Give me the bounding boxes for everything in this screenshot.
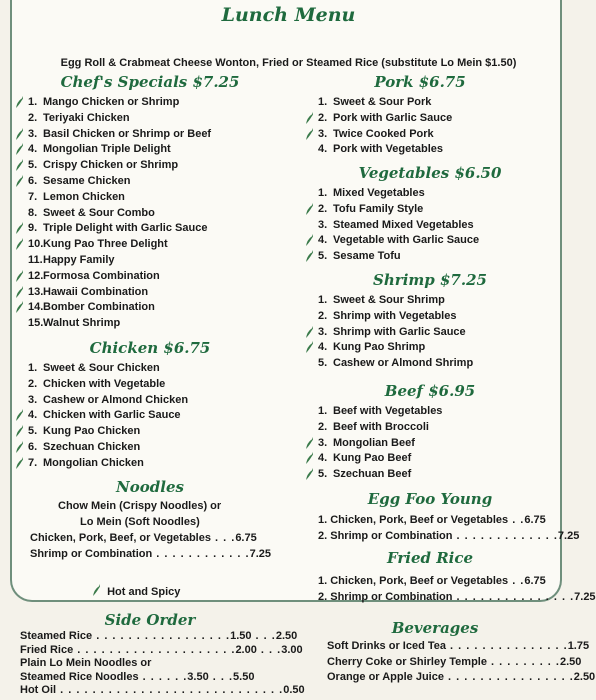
item-name: Twice Cooked Pork <box>333 127 434 140</box>
item-name: Kung Pao Shrimp <box>333 341 426 354</box>
price: 6.75 <box>235 532 257 544</box>
vegetables-list <box>318 186 479 265</box>
item-number: 4. <box>318 452 328 465</box>
item-number: 1. <box>318 187 328 199</box>
hot-pepper-icon <box>15 301 25 314</box>
hot-pepper-icon <box>15 425 25 438</box>
section-heading-shrimp: Shrimp $7.25 <box>373 271 487 289</box>
menu-item <box>318 218 479 234</box>
menu-item <box>318 127 452 143</box>
item-name: Kung Pao Beef <box>333 452 412 465</box>
item-number: 3. <box>28 393 38 406</box>
item-name: Cashew or Almond Chicken <box>43 393 189 406</box>
hot-pepper-icon <box>15 128 25 141</box>
item-number: 2. <box>318 420 328 433</box>
price-row-name: Steamed Rice <box>20 630 93 642</box>
chefs-specials-list <box>28 95 211 332</box>
price-large: 0.50 <box>283 684 305 697</box>
item-number: 3. <box>318 436 328 449</box>
menu-item <box>28 424 188 440</box>
section-heading-vegetables: Vegetables $6.50 <box>358 164 502 182</box>
hot-pepper-icon <box>15 159 25 172</box>
noodles-description-line-1: Chow Mein (Crispy Noodles) or <box>58 500 222 512</box>
hot-pepper-icon <box>15 222 25 235</box>
hot-pepper-icon <box>305 250 315 263</box>
section-heading-beef: Beef $6.95 <box>384 382 476 400</box>
price-row <box>318 514 546 526</box>
item-name: Mongolian Chicken <box>43 456 144 469</box>
item-name: Chicken with Garlic Sauce <box>43 409 181 422</box>
menu-item <box>28 456 188 472</box>
price-row-dots: . . <box>508 514 525 526</box>
menu-item <box>28 158 211 174</box>
item-number: 13. <box>28 285 44 298</box>
item-name: Tofu Family Style <box>333 202 424 215</box>
chicken-list <box>28 361 188 472</box>
price-large: 5.50 <box>233 670 255 683</box>
price-row <box>20 671 254 683</box>
section-heading-noodles: Noodles <box>116 478 184 496</box>
item-name: Kung Pao Chicken <box>43 425 141 438</box>
item-number: 4. <box>28 409 38 422</box>
item-name: Basil Chicken or Shrimp or Beef <box>43 127 212 140</box>
hot-pepper-icon <box>15 143 25 156</box>
price-row-name: Chicken, Pork, Beef, or Vegetables <box>30 532 211 544</box>
menu-item <box>318 467 442 483</box>
price-row <box>20 657 151 669</box>
price: 6.75 <box>524 514 546 526</box>
menu-item <box>318 436 442 452</box>
item-name: Szechuan Chicken <box>43 440 141 453</box>
section-heading-egg-foo-young: Egg Foo Young <box>367 490 493 508</box>
price-row-dots: . . . . . . . . . . . . . . . <box>446 640 568 652</box>
price-row-dots: . . . . . . . . . . . . . . . . <box>443 671 574 683</box>
price-row-name: Soft Drinks or Iced Tea <box>327 640 446 652</box>
item-number: 2. <box>318 309 328 322</box>
shrimp-list <box>318 293 473 372</box>
price: 2.50 <box>559 655 582 668</box>
menu-item <box>318 186 479 202</box>
item-number: 1. <box>28 96 38 108</box>
item-number: 1. <box>318 405 328 417</box>
item-name: Chicken with Vegetable <box>43 377 166 390</box>
item-number: 3. <box>28 127 38 140</box>
menu-item <box>28 174 211 190</box>
item-number: 2. <box>28 377 38 390</box>
item-number: 5. <box>318 468 328 481</box>
price-row-name: Plain Lo Mein Noodles or <box>20 657 152 670</box>
menu-item <box>318 111 452 127</box>
price-row <box>327 656 581 668</box>
menu-item <box>318 142 452 158</box>
section-heading-side-order: Side Order <box>104 611 196 629</box>
item-number: 5. <box>318 357 328 370</box>
item-name: Mango Chicken or Shrimp <box>43 96 180 108</box>
hot-pepper-icon <box>305 128 315 141</box>
hot-pepper-icon <box>305 341 315 354</box>
menu-item <box>28 408 188 424</box>
menu-item <box>28 190 211 206</box>
item-name: Beef with Vegetables <box>333 405 443 417</box>
hot-pepper-icon <box>305 234 315 247</box>
item-name: Walnut Shrimp <box>43 317 121 330</box>
item-name: Kung Pao Three Delight <box>43 238 168 251</box>
menu-title: Lunch Menu <box>221 4 356 26</box>
menu-item <box>318 309 473 325</box>
pork-list <box>318 95 452 158</box>
price-row-dots: . . <box>508 575 525 587</box>
menu-item <box>28 221 211 237</box>
price-small: 1.50 <box>230 630 252 642</box>
item-name: Sweet & Sour Shrimp <box>333 294 445 306</box>
price-row <box>318 530 579 542</box>
menu-item <box>28 127 211 143</box>
price-row-name: 1. Chicken, Pork, Beef or Vegetables <box>318 575 509 587</box>
menu-item <box>28 393 188 409</box>
hot-pepper-icon <box>15 441 25 454</box>
item-name: Formosa Combination <box>43 269 160 282</box>
item-name: Sweet & Sour Pork <box>333 96 432 108</box>
menu-item <box>28 269 211 285</box>
item-name: Hawaii Combination <box>43 285 149 298</box>
item-number: 3. <box>318 218 328 231</box>
price-small: 3.50 <box>187 670 209 683</box>
item-name: Crispy Chicken or Shrimp <box>43 159 179 172</box>
price-row-dots: . . . . . . . . . . . . . <box>452 530 558 542</box>
price-row-name: Hot Oil <box>20 684 57 697</box>
item-name: Pork with Garlic Sauce <box>333 111 453 124</box>
menu-item <box>28 361 188 377</box>
menu-item <box>318 340 473 356</box>
price: 7.25 <box>557 530 580 542</box>
spicy-legend <box>92 582 180 598</box>
item-name: Mongolian Triple Delight <box>43 143 171 156</box>
item-number: 1. <box>318 96 328 108</box>
section-heading-pork: Pork $6.75 <box>374 73 466 91</box>
price-row-name: 1. Chicken, Pork, Beef or Vegetables <box>318 514 509 526</box>
menu-item <box>28 206 211 222</box>
price-row <box>30 532 257 544</box>
item-name: Sweet & Sour Combo <box>43 206 155 219</box>
item-name: Vegetable with Garlic Sauce <box>333 234 480 247</box>
item-number: 7. <box>28 190 38 203</box>
hot-pepper-icon <box>15 457 25 470</box>
item-name: Mongolian Beef <box>333 436 415 449</box>
price-row-dots: . . . . . . . . . <box>486 655 560 668</box>
item-number: 7. <box>28 456 38 469</box>
price-row-dots: . . . . . . . . . . . . . . . . . . . . . . . . . . . . <box>56 684 284 697</box>
item-name: Sesame Chicken <box>43 174 131 187</box>
item-number: 10. <box>28 238 44 251</box>
hot-pepper-icon <box>305 326 315 339</box>
item-number: 3. <box>318 127 328 140</box>
section-heading-fried-rice: Fried Rice <box>386 549 474 567</box>
price-row-name: Steamed Rice Noodles <box>20 670 139 683</box>
price-row-name: Orange or Apple Juice <box>327 671 444 683</box>
price: 7.25 <box>249 548 272 560</box>
price-large: 3.00 <box>281 643 303 656</box>
hot-pepper-icon <box>305 468 315 481</box>
item-number: 2. <box>318 111 328 124</box>
price-row-dots: . . . <box>210 532 236 544</box>
menu-item <box>28 440 188 456</box>
price-row <box>327 671 595 683</box>
menu-item <box>28 285 211 301</box>
item-name: Sweet & Sour Chicken <box>43 362 160 374</box>
price-row-dots: . . . . . . . . . . . . . . . <box>452 591 575 603</box>
hot-pepper-icon <box>305 112 315 125</box>
menu-item <box>318 451 442 467</box>
menu-item <box>318 420 442 436</box>
price-separator-dots: . . . <box>251 630 276 642</box>
menu-item <box>28 142 211 158</box>
item-number: 2. <box>28 111 38 124</box>
item-name: Mixed Vegetables <box>333 187 425 199</box>
price-row <box>318 591 596 603</box>
item-number: 9. <box>28 222 38 235</box>
item-name: Shrimp with Garlic Sauce <box>333 325 466 338</box>
item-number: 5. <box>28 425 38 438</box>
item-number: 5. <box>318 250 328 263</box>
price-row-dots: . . . . . . . . . . . . . . . . . . . . <box>73 643 236 656</box>
item-number: 6. <box>28 440 38 453</box>
price-row <box>30 548 271 560</box>
item-name: Cashew or Almond Shrimp <box>333 357 474 370</box>
item-number: 1. <box>28 362 38 374</box>
price-large: 2.50 <box>275 630 298 642</box>
price-row <box>20 644 303 656</box>
item-name: Lemon Chicken <box>43 190 125 203</box>
price: 6.75 <box>524 575 546 587</box>
price-row-name: Cherry Coke or Shirley Temple <box>327 655 487 668</box>
price: 1.75 <box>567 640 590 652</box>
item-name: Teriyaki Chicken <box>43 111 130 124</box>
item-number: 11. <box>28 253 43 266</box>
beef-list <box>318 404 442 483</box>
item-name: Shrimp with Vegetables <box>333 309 457 322</box>
spicy-legend-label: Hot and Spicy <box>107 586 181 598</box>
menu-item <box>318 95 452 111</box>
item-number: 4. <box>28 143 38 156</box>
menu-item <box>318 356 473 372</box>
hot-pepper-icon <box>15 409 25 422</box>
section-heading-chefs-specials: Chef's Specials $7.25 <box>60 73 240 91</box>
menu-item <box>318 233 479 249</box>
menu-item <box>318 404 442 420</box>
hot-pepper-icon <box>15 286 25 299</box>
menu-item <box>318 249 479 265</box>
section-heading-beverages: Beverages <box>391 619 479 637</box>
price-row-name: 2. Shrimp or Combination <box>318 530 453 542</box>
item-number: 4. <box>318 341 328 354</box>
hot-pepper-icon <box>15 270 25 283</box>
item-name: Sesame Tofu <box>333 250 401 263</box>
menu-item <box>318 202 479 218</box>
noodles-description-line-2: Lo Mein (Soft Noodles) <box>80 516 200 528</box>
item-name: Bomber Combination <box>43 301 155 314</box>
price-row-name: Fried Rice <box>20 643 74 656</box>
item-name: Happy Family <box>43 253 115 266</box>
item-name: Steamed Mixed Vegetables <box>333 218 474 231</box>
hot-pepper-icon <box>15 238 25 251</box>
item-number: 4. <box>318 143 328 156</box>
item-number: 8. <box>28 206 38 219</box>
price-separator-dots: . . . <box>208 670 234 683</box>
menu-item <box>28 316 211 332</box>
menu-item <box>318 325 473 341</box>
item-number: 1. <box>318 294 328 306</box>
menu-subtitle: Egg Roll & Crabmeat Cheese Wonton, Fried or Steamed Rice (substitute Lo Mein $1.50) <box>60 57 517 69</box>
price-separator-dots: . . . <box>256 643 282 656</box>
item-number: 3. <box>318 325 328 338</box>
price-row-dots: . . . . . . <box>138 670 188 683</box>
item-number: 14. <box>28 301 44 314</box>
price-row <box>20 684 305 696</box>
menu-item <box>28 253 211 269</box>
menu-item <box>28 95 211 111</box>
item-name: Szechuan Beef <box>333 468 412 481</box>
price-row <box>327 640 589 652</box>
section-heading-chicken: Chicken $6.75 <box>89 339 211 357</box>
item-number: 12. <box>28 269 44 282</box>
price-row-dots: . . . . . . . . . . . . <box>152 548 250 560</box>
price-small: 2.00 <box>235 643 257 656</box>
item-number: 6. <box>28 174 38 187</box>
price-row <box>318 575 546 587</box>
item-number: 4. <box>318 234 328 247</box>
menu-item <box>28 300 211 316</box>
item-name: Triple Delight with Garlic Sauce <box>43 222 208 235</box>
hot-pepper-icon <box>305 437 315 450</box>
hot-pepper-icon <box>15 175 25 188</box>
price-row-dots: . . . . . . . . . . . . . . . . . <box>92 630 231 642</box>
price: 2.50 <box>573 671 596 683</box>
hot-pepper-icon <box>305 452 315 465</box>
menu-item <box>28 111 211 127</box>
menu-item <box>28 377 188 393</box>
hot-pepper-icon <box>92 584 102 597</box>
hot-pepper-icon <box>305 203 315 216</box>
price-row-name: Shrimp or Combination <box>30 548 153 560</box>
price: 7.25 <box>574 591 596 603</box>
menu-item <box>28 237 211 253</box>
menu-item <box>318 293 473 309</box>
item-number: 15. <box>28 317 44 330</box>
hot-pepper-icon <box>15 96 25 109</box>
item-number: 2. <box>318 202 328 215</box>
item-number: 5. <box>28 159 38 172</box>
price-row <box>20 630 297 642</box>
item-name: Pork with Vegetables <box>333 143 444 156</box>
item-name: Beef with Broccoli <box>333 420 429 433</box>
price-row-name: 2. Shrimp or Combination <box>318 591 453 603</box>
